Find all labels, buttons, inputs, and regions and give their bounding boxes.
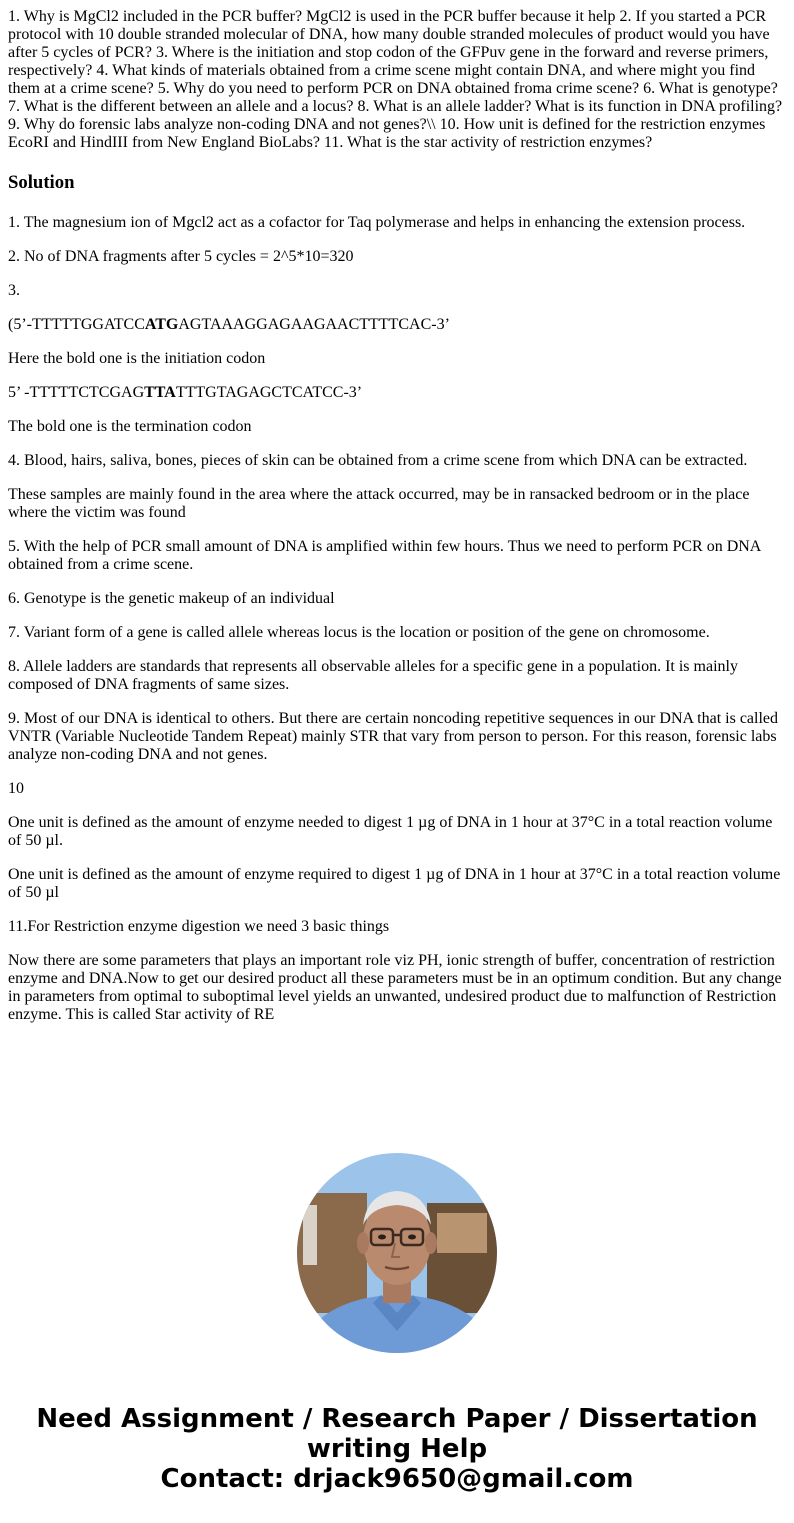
answer-4-location: These samples are mainly found in the area where the attack occurred, may be in ransacked bedroom or in the place where the victim was found xyxy=(8,486,750,521)
reverse-primer-suffix: TTTGTAGAGCTCATCC-3’ xyxy=(175,384,363,401)
answer-4: 4. Blood, hairs, saliva, bones, pieces of skin can be obtained from a crime scene from which DNA can be extracted. xyxy=(8,452,748,469)
answer-3-label: 3. xyxy=(8,282,20,299)
termination-codon: TTA xyxy=(144,384,176,401)
answer-5: 5. With the help of PCR small amount of DNA is amplified within few hours. Thus we need to perform PCR on DNA obtained from a crime scene. xyxy=(8,538,761,573)
answer-2: 2. No of DNA fragments after 5 cycles = 2^5*10=320 xyxy=(8,248,354,265)
answer-1: 1. The magnesium ion of Mgcl2 act as a cofactor for Taq polymerase and helps in enhancing the extension process. xyxy=(8,214,746,231)
author-avatar xyxy=(297,1153,497,1353)
forward-primer-suffix: AGTAAAGGAGAAGAACTTTTCAC-3’ xyxy=(178,316,450,333)
forward-primer-note: Here the bold one is the initiation codon xyxy=(8,350,266,367)
promo-line-1: Need Assignment / Research Paper / Dissertation xyxy=(36,1404,758,1434)
answer-10-label: 10 xyxy=(8,780,24,797)
questions-paragraph: 1. Why is MgCl2 included in the PCR buffer? MgCl2 is used in the PCR buffer because it help 2. If you started a PCR protocol with 10 double stranded molecular of DNA, how many double stranded molecules of product would you have after 5 cycles of PCR? 3. Where is the initiation and stop codon of the GFPuv gene in the forward and reverse primers, respectively? 4. What kinds of materials obtained from a crime scene might contain DNA, and where might you find them at a crime scene? 5. Why do you need to perform PCR on DNA obtained froma crime scene? 6. What is genotype? 7. What is the different between an allele and a locus? 8. What is an allele ladder? What is its function in DNA profiling? 9. Why do forensic labs analyze non-coding DNA and not genes?\\ 10. How unit is defined for the restriction enzymes EcoRI and HindIII from New England BioLabs? 11. What is the star activity of restriction enzymes? xyxy=(8,8,783,151)
answer-8: 8. Allele ladders are standards that represents all observable alleles for a specific gene in a population. It is mainly composed of DNA fragments of same sizes. xyxy=(8,658,738,693)
reverse-primer-note: The bold one is the termination codon xyxy=(8,418,252,435)
promo-banner xyxy=(0,1404,794,1494)
promo-contact: Contact: drjack9650@gmail.com xyxy=(160,1464,634,1494)
forward-primer-prefix: (5’-TTTTTGGATCC xyxy=(8,316,145,333)
answer-10-hindiii: One unit is defined as the amount of enzyme required to digest 1 µg of DNA in 1 hour at 37°C in a total reaction volume of 50 µl xyxy=(8,866,781,901)
answer-11-detail: Now there are some parameters that plays an important role viz PH, ionic strength of buffer, concentration of restriction enzyme and DNA.Now to get our desired product all these parameters must be in an optimum condition. But any change in parameters from optimal to suboptimal level yields an unwanted, undesired product due to malfunction of Restriction enzyme. This is called Star activity of RE xyxy=(8,952,782,1023)
document-body xyxy=(8,8,786,1024)
reverse-primer-prefix: 5’ -TTTTTCTCGAG xyxy=(8,384,145,401)
answer-6: 6. Genotype is the genetic makeup of an individual xyxy=(8,590,335,607)
solution-heading: Solution xyxy=(8,172,75,193)
initiation-codon: ATG xyxy=(144,316,179,333)
promo-line-2: writing Help xyxy=(306,1434,488,1464)
reverse-primer-sequence xyxy=(8,384,786,402)
answer-9: 9. Most of our DNA is identical to others. But there are certain noncoding repetitive sequences in our DNA that is called VNTR (Variable Nucleotide Tandem Repeat) mainly STR that vary from person to person. For this reason, forensic labs analyze non-coding DNA and not genes. xyxy=(8,710,779,763)
answer-10-ecori: One unit is defined as the amount of enzyme needed to digest 1 µg of DNA in 1 hour at 37°C in a total reaction volume of 50 µl. xyxy=(8,814,773,849)
answer-7: 7. Variant form of a gene is called allele whereas locus is the location or position of the gene on chromosome. xyxy=(8,624,710,641)
forward-primer-sequence xyxy=(8,316,786,334)
answer-11: 11.For Restriction enzyme digestion we need 3 basic things xyxy=(8,918,390,935)
author-portrait-image xyxy=(297,1153,497,1353)
